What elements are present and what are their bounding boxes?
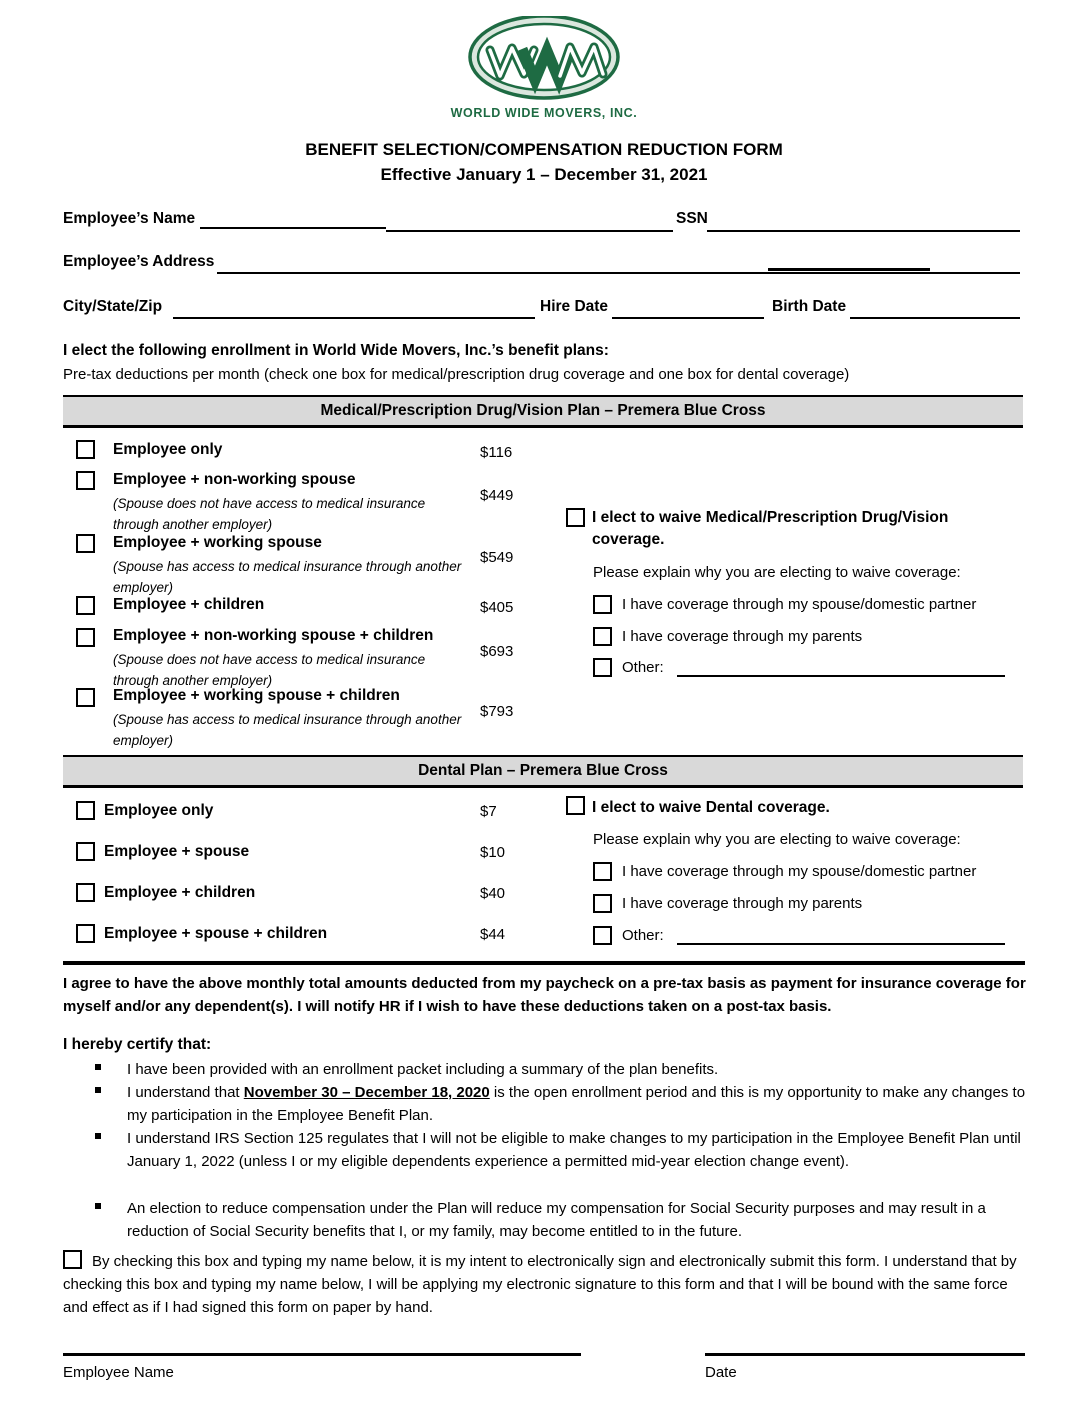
- employee-name-input[interactable]: [200, 227, 386, 229]
- dental-waive-other-checkbox[interactable]: [593, 926, 612, 945]
- medical-working-spouse-children-checkbox[interactable]: [76, 688, 95, 707]
- city-state-zip-label: City/State/Zip: [63, 298, 163, 315]
- dental-section-header: Dental Plan – Premera Blue Cross: [63, 755, 1023, 788]
- dental-option-price: $44: [480, 926, 506, 943]
- logo-block: [0, 16, 1088, 120]
- election-instructions: Pre-tax deductions per month (check one box for medical/prescription drug coverage and one box for dental coverage): [63, 366, 850, 383]
- dental-waive-checkbox[interactable]: [566, 796, 585, 815]
- bullet-icon: [95, 1087, 101, 1093]
- dental-waive-reason: I have coverage through my parents: [622, 895, 863, 912]
- medical-option-price: $449: [480, 487, 514, 504]
- certify-bullet: I understand IRS Section 125 regulates that I will not be eligible to make changes to my participation in the Employee Benefit Plan until January 1, 2022 (unless I or my eligible dependents experience a permitted mid-year election change event).: [127, 1130, 1021, 1170]
- bullet-icon: [95, 1064, 101, 1070]
- dental-waive-label: I elect to waive Dental coverage.: [592, 799, 830, 816]
- bullet-text-part: I understand that: [127, 1084, 244, 1101]
- dental-spouse-children-checkbox[interactable]: [76, 924, 95, 943]
- city-state-zip-input[interactable]: [173, 317, 535, 319]
- esign-text: By checking this box and typing my name below, it is my intent to electronically sign and electronically submit this form. I understand that by checking this box and typing my name below, I will be applying my electronic signature to this form and that I will be bound with the same force and effect as if I had signed this form on paper by hand.: [63, 1253, 1017, 1316]
- certify-bullet: [127, 1081, 1027, 1127]
- certify-bullet: I have been provided with an enrollment packet including a summary of the plan benefits.: [127, 1061, 719, 1078]
- esign-block: [63, 1250, 1031, 1319]
- employee-name-signature-input[interactable]: [63, 1353, 581, 1356]
- date-signature-input[interactable]: [705, 1353, 1025, 1356]
- medical-option-label: Employee + non-working spouse: [113, 471, 356, 488]
- dental-option-label: Employee + children: [104, 884, 256, 901]
- medical-option-note: (Spouse does not have access to medical insurance through another employer): [113, 496, 426, 532]
- dental-option-label: Employee only: [104, 802, 214, 819]
- dental-option-price: $10: [480, 844, 506, 861]
- employee-name-input-2[interactable]: [386, 230, 673, 232]
- dental-waive-spouse-checkbox[interactable]: [593, 862, 612, 881]
- medical-option-price: $405: [480, 599, 514, 616]
- medical-option-note: (Spouse has access to medical insurance through another employer): [113, 559, 462, 595]
- certify-intro: I hereby certify that:: [63, 1036, 212, 1053]
- section-divider: [63, 961, 1025, 965]
- medical-waive-checkbox[interactable]: [566, 508, 585, 527]
- dental-waive-parents-checkbox[interactable]: [593, 894, 612, 913]
- dental-option-price: $40: [480, 885, 506, 902]
- medical-option-price: $693: [480, 643, 514, 660]
- medical-option-label: Employee + working spouse + children: [113, 687, 400, 704]
- hire-date-label: Hire Date: [540, 298, 609, 315]
- election-intro: I elect the following enrollment in World Wide Movers, Inc.’s benefit plans:: [63, 342, 609, 359]
- form-title: BENEFIT SELECTION/COMPENSATION REDUCTION FORM: [305, 140, 783, 159]
- dental-option-label: Employee + spouse: [104, 843, 250, 860]
- bullet-icon: [95, 1203, 101, 1209]
- dental-option-price: $7: [480, 803, 497, 820]
- medical-waive-other-checkbox[interactable]: [593, 658, 612, 677]
- employee-address-label: Employee’s Address: [63, 253, 215, 270]
- medical-working-spouse-checkbox[interactable]: [76, 534, 95, 553]
- medical-waive-reason: I have coverage through my parents: [622, 628, 863, 645]
- medical-waive-other-input[interactable]: [677, 675, 1005, 677]
- birth-date-label: Birth Date: [772, 298, 847, 315]
- dental-option-label: Employee + spouse + children: [104, 925, 328, 942]
- medical-employee-only-checkbox[interactable]: [76, 440, 95, 459]
- birth-date-input[interactable]: [850, 317, 1020, 319]
- employee-address-input-overlay[interactable]: [768, 268, 930, 271]
- medical-nonworking-spouse-checkbox[interactable]: [76, 471, 95, 490]
- employee-address-input[interactable]: [217, 272, 1020, 274]
- medical-option-label: Employee + non-working spouse + children: [113, 627, 434, 644]
- dental-waive-reason: I have coverage through my spouse/domestic partner: [622, 863, 977, 880]
- medical-waive-other-label: Other:: [622, 659, 664, 676]
- ssn-label: SSN: [676, 210, 708, 227]
- medical-option-price: $116: [480, 444, 513, 461]
- signature-date-label: Date: [705, 1364, 737, 1381]
- dental-waive-explain: Please explain why you are electing to waive coverage:: [593, 831, 961, 848]
- agreement-paragraph: I agree to have the above monthly total amounts deducted from my paycheck on a pre-tax basis as payment for insurance coverage for myself and/or any dependent(s). I will notify HR if I wish to have these deductions taken on a post-tax basis.: [63, 975, 1026, 1015]
- medical-waive-spouse-checkbox[interactable]: [593, 595, 612, 614]
- ssn-input[interactable]: [707, 230, 1020, 232]
- hire-date-input[interactable]: [612, 317, 764, 319]
- medical-waive-parents-checkbox[interactable]: [593, 627, 612, 646]
- esign-checkbox[interactable]: [63, 1250, 82, 1269]
- wwm-logo-icon: [464, 16, 624, 102]
- medical-waive-reason: I have coverage through my spouse/domestic partner: [622, 596, 977, 613]
- medical-option-note: (Spouse does not have access to medical insurance through another employer): [113, 652, 426, 688]
- medical-option-label: Employee + children: [113, 596, 265, 613]
- dental-waive-other-input[interactable]: [677, 943, 1005, 945]
- medical-option-price: $549: [480, 549, 514, 566]
- employee-name-label: Employee’s Name: [63, 210, 196, 227]
- medical-children-checkbox[interactable]: [76, 596, 95, 615]
- dental-employee-only-checkbox[interactable]: [76, 801, 95, 820]
- signature-name-label: Employee Name: [63, 1364, 174, 1381]
- company-name: WORLD WIDE MOVERS, INC.: [450, 106, 638, 120]
- open-enrollment-dates: November 30 – December 18, 2020: [243, 1084, 490, 1101]
- medical-waive-explain: Please explain why you are electing to waive coverage:: [593, 564, 961, 581]
- medical-option-label: Employee + working spouse: [113, 534, 322, 551]
- bullet-text-part: is the open enrollment period and this is my opportunity to make any changes to my participation in the Employee Benefit Plan.: [127, 1084, 1026, 1124]
- dental-waive-other-label: Other:: [622, 927, 664, 944]
- medical-nonworking-spouse-children-checkbox[interactable]: [76, 628, 95, 647]
- dental-spouse-checkbox[interactable]: [76, 842, 95, 861]
- medical-option-price: $793: [480, 703, 514, 720]
- medical-section-header: Medical/Prescription Drug/Vision Plan – Premera Blue Cross: [63, 395, 1023, 428]
- bullet-icon: [95, 1133, 101, 1139]
- certify-bullet: An election to reduce compensation under the Plan will reduce my compensation for Social Security purposes and may result in a reduction of Social Security benefits that I, or my family, may become entitled to in the future.: [127, 1200, 986, 1240]
- form-subtitle: Effective January 1 – December 31, 2021: [380, 165, 708, 184]
- medical-waive-label: I elect to waive Medical/Prescription Drug/Vision coverage.: [592, 509, 949, 548]
- dental-children-checkbox[interactable]: [76, 883, 95, 902]
- medical-option-label: Employee only: [113, 441, 223, 458]
- medical-option-note: (Spouse has access to medical insurance through another employer): [113, 712, 462, 748]
